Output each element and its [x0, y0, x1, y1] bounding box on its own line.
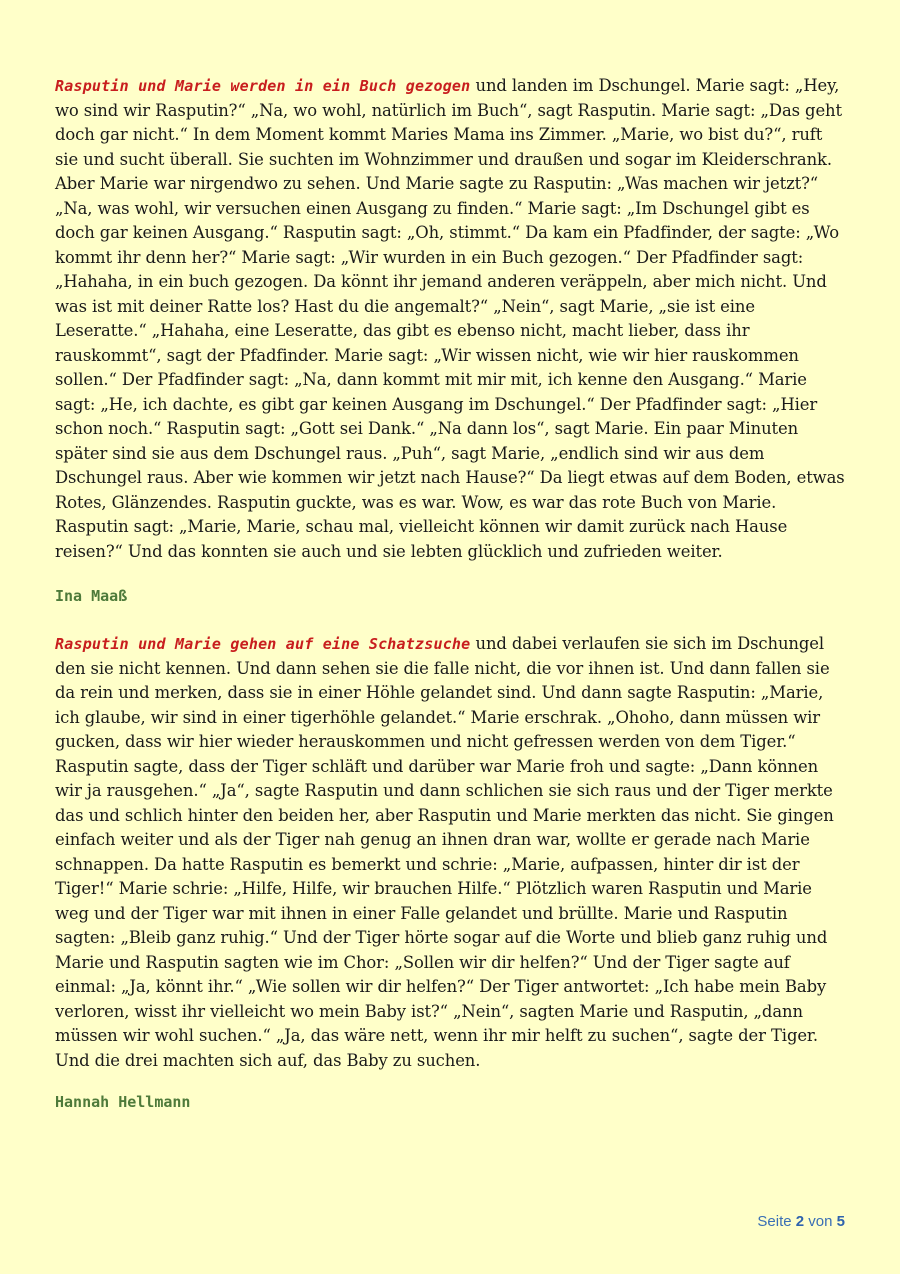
story-title-2: Rasputin und Marie gehen auf eine Schatzsuche [55, 635, 471, 653]
story-text-2: und dabei verlaufen sie sich im Dschungel den sie nicht kennen. Und dann sehen sie die falle nicht, die vor ihnen ist. Und dann fallen sie da rein und merken, dass sie in einer Höhle gelandet sind. Und dann sagte Rasputin: „Marie, ich glaube, wir sind in einer tigerhöhle gelandet.“ Marie erschrak. „Ohoho, dann müssen wir gucken, dass wir hier wieder herauskommen und nicht gefressen werden von dem Tiger.“ Rasputin sagte, dass der Tiger schläft und darüber war Marie froh und sagte: „Dann können wir ja rausgehen.“ „Ja“, sagte Rasputin und dann schlichen sie sich raus und der Tiger merkte das und schlich hinter den beiden her, aber Rasputin und Marie merkten das nicht. Sie gingen einfach weiter und als der Tiger nah genug an ihnen dran war, wollte er gerade nach Marie schnappen. Da hatte Rasputin es bemerkt und schrie: „Marie, aufpassen, hinter dir ist der Tiger!“ Marie schrie: „Hilfe, Hilfe, wir brauchen Hilfe.“ Plötzlich waren Rasputin und Marie weg und der Tiger war mit ihnen in einer Falle gelandet und brüllte. Marie und Rasputin sagten: „Bleib ganz ruhig.“ Und der Tiger hörte sogar auf die Worte und blieb ganz ruhig und Marie und Rasputin sagten wie im Chor: „Sollen wir dir helfen?“ Und der Tiger sagte auf einmal: „Ja, könnt ihr.“ „Wie sollen wir dir helfen?“ Der Tiger antwortet: „Ich habe mein Baby verloren, wisst ihr vielleicht wo mein Baby ist?“ „Nein“, sagten Marie und Rasputin, „dann müssen wir wohl suchen.“ „Ja, das wäre nett, wenn ihr mir helft zu suchen“, sagte der Tiger. Und die drei machten sich auf, das Baby zu suchen. [55, 634, 834, 1070]
story-author-1: Ina Maaß [55, 587, 128, 605]
story-author-2: Hannah Hellmann [55, 1093, 191, 1111]
page-label-prefix: Seite [757, 1213, 796, 1230]
page-label-separator: von [804, 1213, 837, 1230]
story-text-1: und landen im Dschungel. Marie sagt: „Hey, wo sind wir Rasputin?“ „Na, wo wohl, natürlich im Buch“, sagt Rasputin. Marie sagt: „Das geht doch gar nicht.“ In dem Moment kommt Maries Mama ins Zimmer. „Marie, wo bist du?“, ruft sie und sucht überall. Sie suchten im Wohnzimmer und draußen und sogar im Kleiderschrank. Aber Marie war nirgendwo zu sehen. Und Marie sagte zu Rasputin: „Was machen wir jetzt?“ „Na, was wohl, wir versuchen einen Ausgang zu finden.“ Marie sagt: „Im Dschungel gibt es doch gar keinen Ausgang.“ Rasputin sagt: „Oh, stimmt.“ Da kam ein Pfadfinder, der sagte: „Wo kommt ihr denn her?“ Marie sagt: „Wir wurden in ein Buch gezogen.“ Der Pfadfinder sagt: „Hahaha, in ein buch gezogen. Da könnt ihr jemand anderen veräppeln, aber mich nicht. Und was ist mit deiner Ratte los? Hast du die angemalt?“ „Nein“, sagt Marie, „sie ist eine Leseratte.“ „Hahaha, eine Leseratte, das gibt es ebenso nicht, macht lieber, dass ihr rauskommt“, sagt der Pfadfinder. Marie sagt: „Wir wissen nicht, wie wir hier rauskommen sollen.“ Der Pfadfinder sagt: „Na, dann kommt mit mir mit, ich kenne den Ausgang.“ Marie sagt: „He, ich dachte, es gibt gar keinen Ausgang im Dschungel.“ Der Pfadfinder sagt: „Hier schon noch.“ Rasputin sagt: „Gott sei Dank.“ „Na dann los“, sagt Marie. Ein paar Minuten später sind sie aus dem Dschungel raus. „Puh“, sagt Marie, „endlich sind wir aus dem Dschungel raus. Aber wie kommen wir jetzt nach Hause?“ Da liegt etwas auf dem Boden, etwas Rotes, Glänzendes. Rasputin guckte, was es war. Wow, es war das rote Buch von Marie. Rasputin sagt: „Marie, Marie, schau mal, vielleicht können wir damit zurück nach Hause reisen?“ Und das konnten sie auch und sie lebten glücklich und zufrieden weiter. [55, 76, 845, 561]
story-paragraph-1 [55, 74, 847, 564]
total-page-count: 5 [836, 1213, 845, 1230]
story-title-1: Rasputin und Marie werden in ein Buch gezogen [55, 77, 471, 95]
page-number-footer [757, 1213, 845, 1230]
document-page [55, 74, 847, 1111]
story-paragraph-2 [55, 632, 847, 1073]
current-page-number: 2 [795, 1213, 805, 1230]
